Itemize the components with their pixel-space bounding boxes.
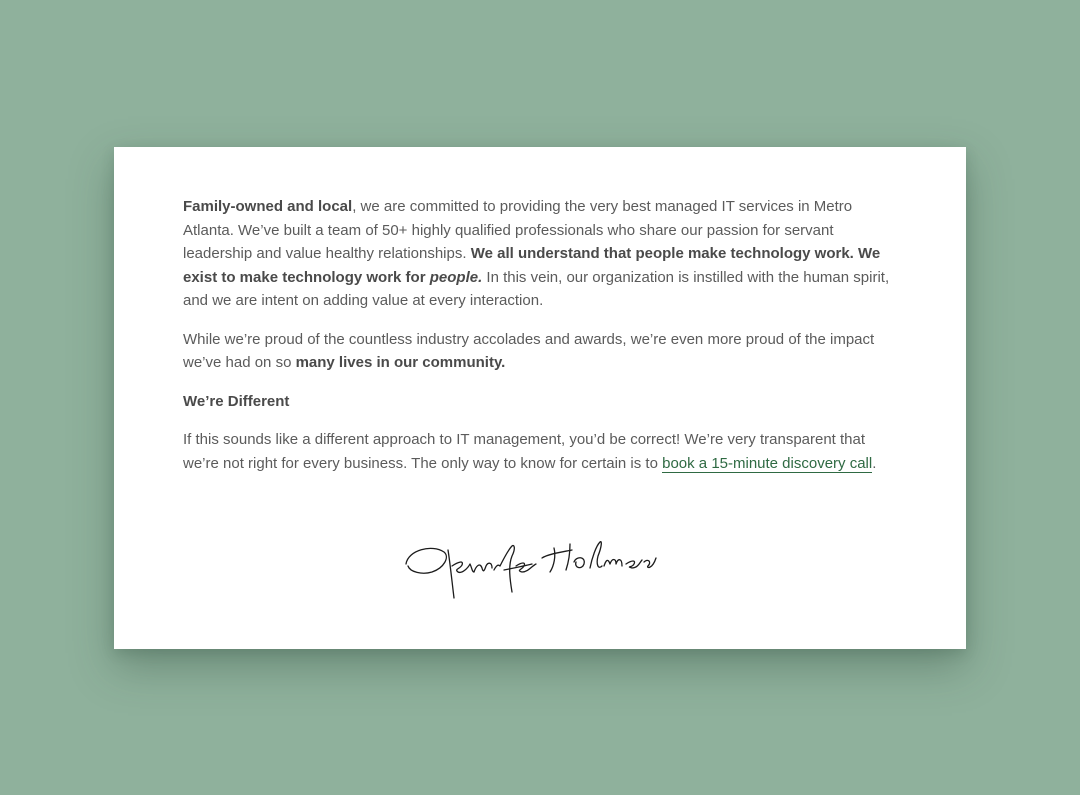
signature-image	[404, 532, 664, 607]
intro-bold-mid: We all understand that people make technology work. We exist to make technology work for	[183, 245, 881, 286]
discovery-call-link[interactable]: book a 15-minute discovery call	[662, 454, 873, 472]
letter-card	[114, 147, 966, 649]
different-heading: We’re Different	[183, 392, 290, 410]
intro-text-a: , we are committed to providing the very best managed IT services in Metro Atlanta. We’ve built a team of 50+ highly qualified professionals who share our passion for servant leadership and value healthy relationships.	[183, 198, 853, 262]
pride-bold: many lives in our community.	[295, 354, 506, 371]
intro-paragraph	[183, 195, 897, 313]
intro-bold-italic: people.	[429, 268, 483, 286]
pride-text: While we’re proud of the countless industry accolades and awards, we’re even more proud of the impact we’ve had on so	[183, 330, 875, 371]
pride-paragraph	[183, 328, 897, 375]
signature-icon	[404, 532, 664, 607]
intro-bold-lead: Family-owned and local	[183, 198, 353, 215]
different-text: If this sounds like a different approach to IT management, you’d be correct! We’re very transparent that we’re not right for every business. The only way to know for certain is to	[183, 431, 866, 472]
different-paragraph	[183, 428, 897, 475]
intro-text-b: In this vein, our organization is instilled with the human spirit, and we are intent on adding value at every interaction.	[183, 268, 890, 309]
different-trailing: .	[872, 454, 877, 472]
